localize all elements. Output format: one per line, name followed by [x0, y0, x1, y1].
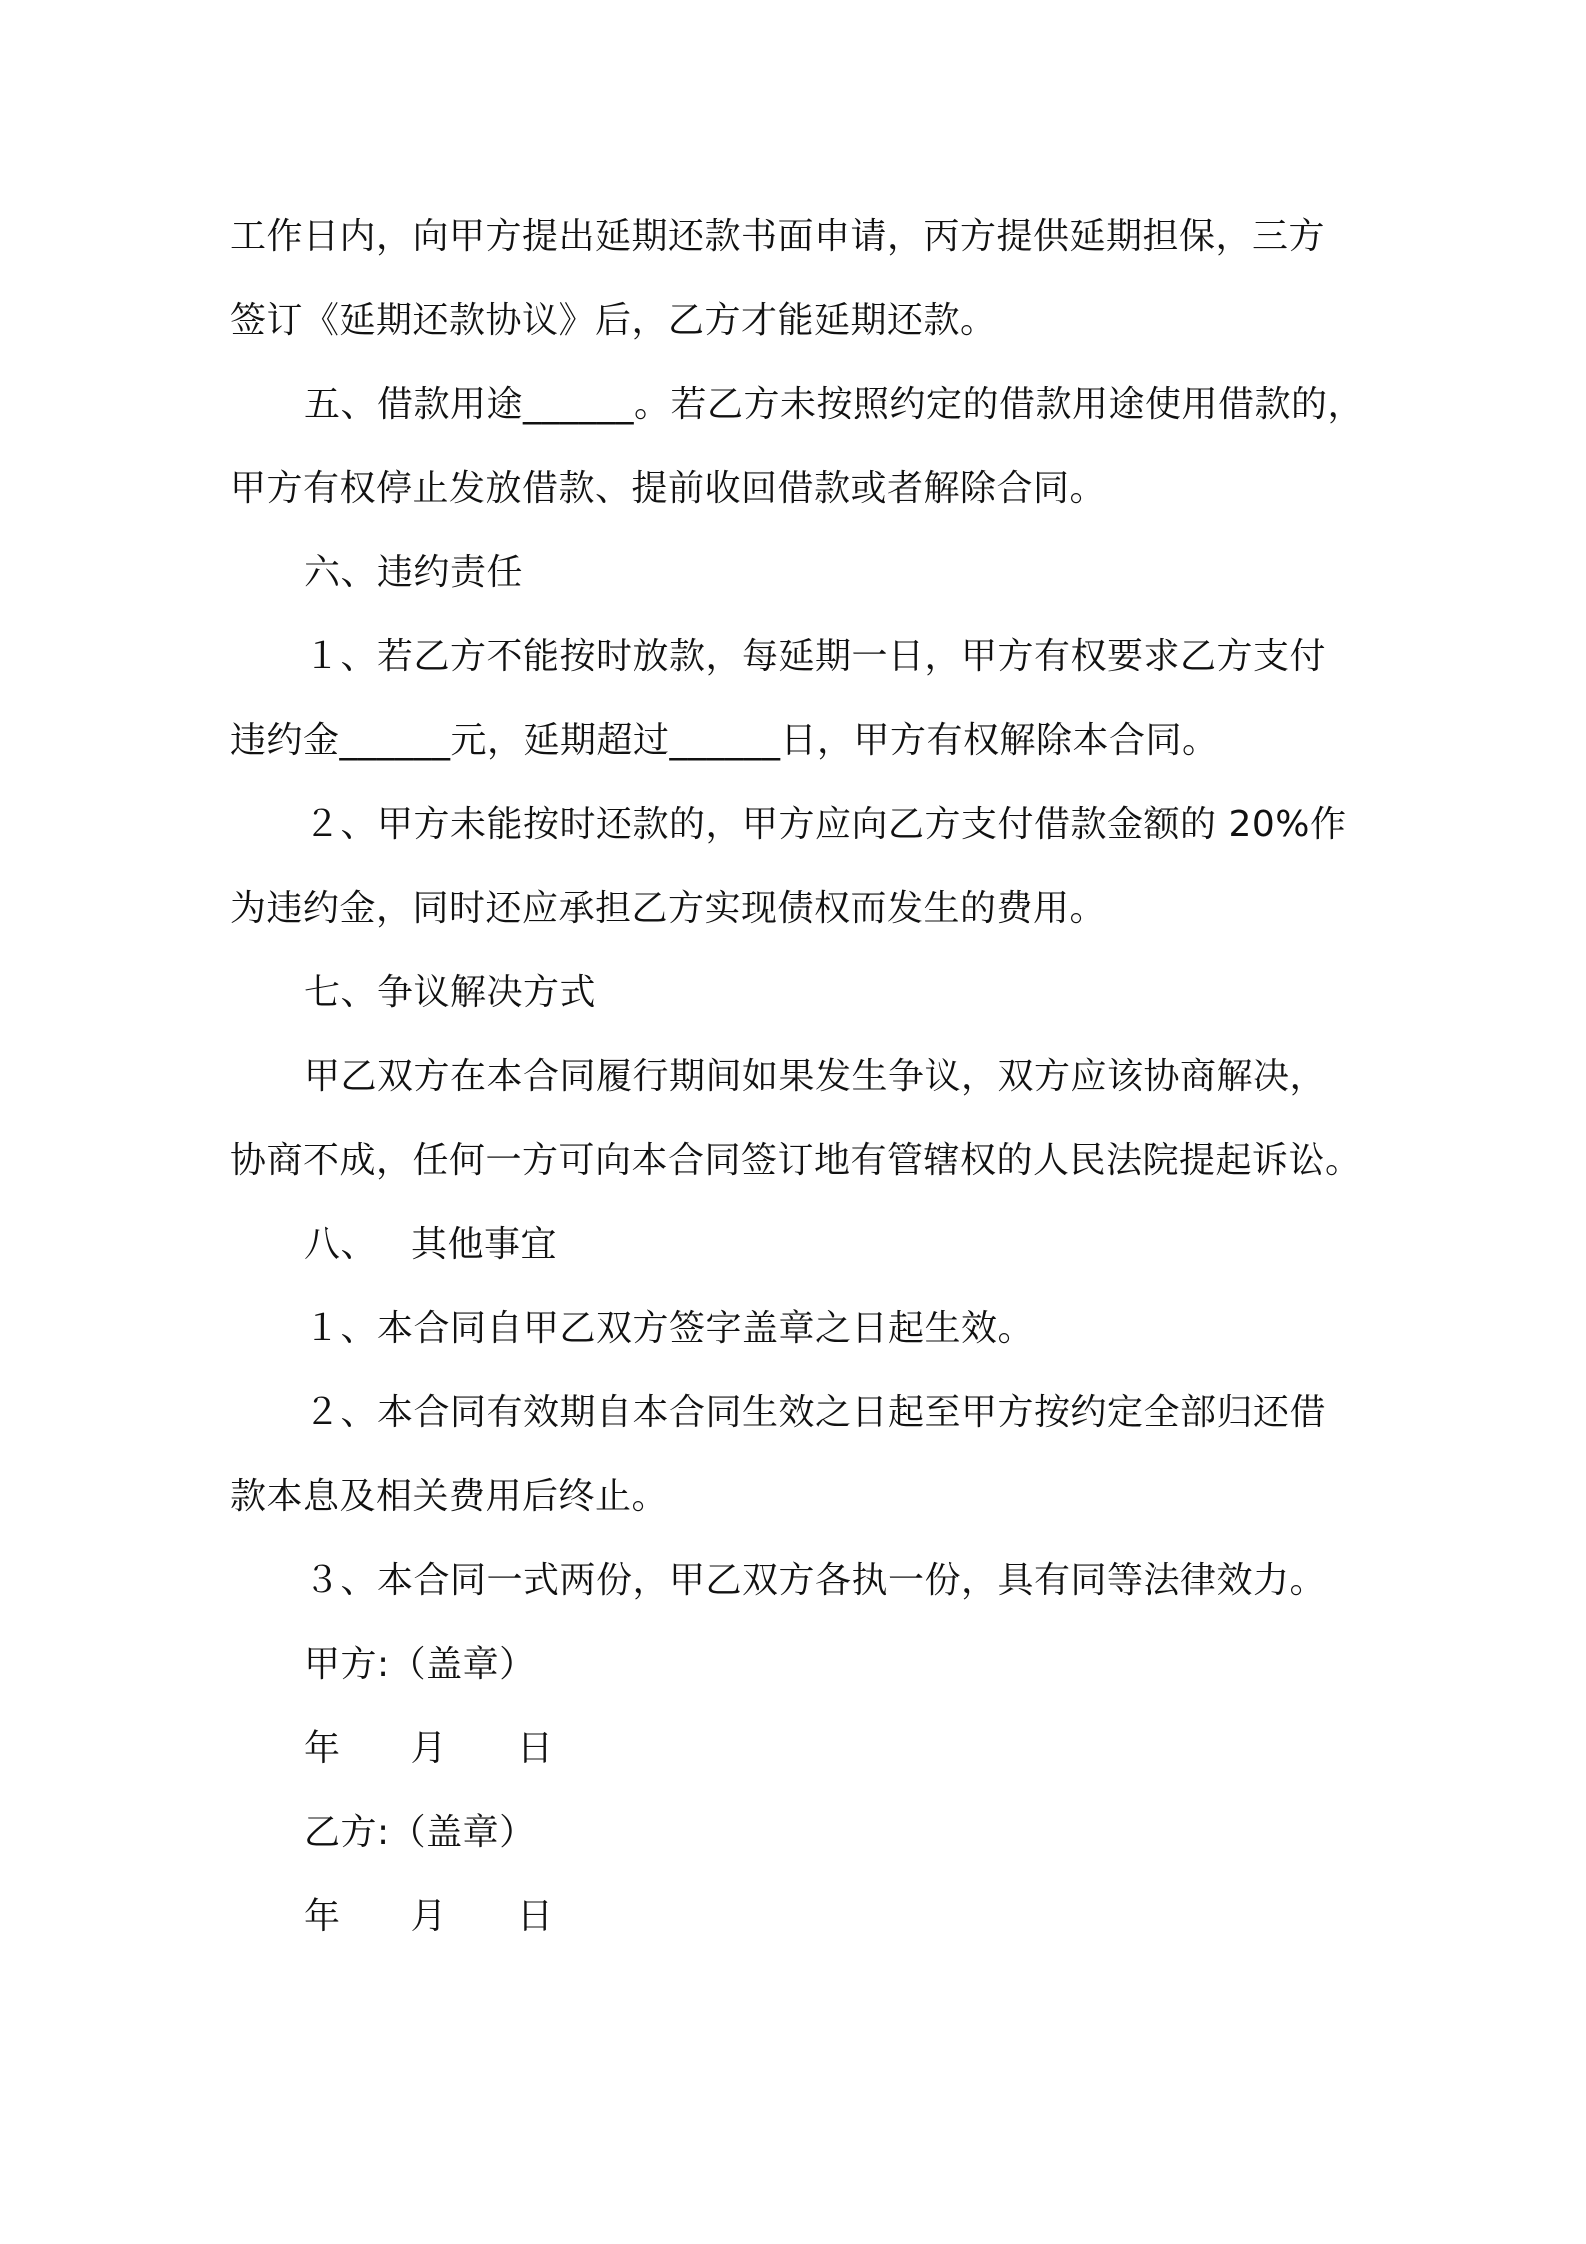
section-8-item-2-line: 款本息及相关费用后终止。: [230, 1476, 669, 1517]
date-year: 年: [304, 1728, 341, 1769]
section-8-number: 八、: [304, 1224, 378, 1265]
party-a-signature: 甲方:（盖章）: [304, 1644, 536, 1685]
section-6-item-1-line: 违约金______元，延期超过______日，甲方有权解除本合同。: [230, 720, 1219, 761]
section-7-title: 七、争议解决方式: [304, 972, 597, 1013]
section-6-title: 六、违约责任: [304, 552, 524, 593]
section-7-body-line: 协商不成，任何一方可向本合同签订地有管辖权的人民法院提起诉讼。: [230, 1140, 1362, 1181]
date-day: 日: [517, 1896, 554, 1937]
section-5-line: 甲方有权停止发放借款、提前收回借款或者解除合同。: [230, 468, 1107, 509]
section-5-line: 五、借款用途______。若乙方未按照约定的借款用途使用借款的，: [304, 384, 1365, 425]
section-8-item-2-line: ２、本合同有效期自本合同生效之日起至甲方按约定全部归还借: [304, 1392, 1327, 1433]
section-8-item-3: ３、本合同一式两份，甲乙双方各执一份，具有同等法律效力。: [304, 1560, 1327, 1601]
date-day: 日: [517, 1728, 554, 1769]
section-8-title: [230, 1203, 1370, 1287]
section-8-item-1: １、本合同自甲乙双方签字盖章之日起生效。: [304, 1308, 1035, 1349]
paragraph-line: 签订《延期还款协议》后，乙方才能延期还款。: [230, 300, 997, 341]
section-6-item-2-line: ２、甲方未能按时还款的，甲方应向乙方支付借款金额的 20%作: [304, 804, 1347, 845]
paragraph-line: 工作日内，向甲方提出延期还款书面申请，丙方提供延期担保，三方: [230, 216, 1326, 257]
section-7-body-line: 甲乙双方在本合同履行期间如果发生争议，双方应该协商解决，: [304, 1056, 1327, 1097]
date-year: 年: [304, 1896, 341, 1937]
section-8-label: 其他事宜: [411, 1224, 558, 1265]
section-6-item-1-line: １、若乙方不能按时放款，每延期一日，甲方有权要求乙方支付: [304, 636, 1327, 677]
section-6-item-2-line: 为违约金，同时还应承担乙方实现债权而发生的费用。: [230, 888, 1107, 929]
party-b-signature: 乙方:（盖章）: [304, 1812, 536, 1853]
date-month: 月: [410, 1728, 448, 1769]
date-month: 月: [410, 1896, 448, 1937]
party-a-date: [230, 1707, 1370, 1791]
party-b-date: [230, 1875, 1370, 1959]
document-body: [230, 195, 1370, 1959]
